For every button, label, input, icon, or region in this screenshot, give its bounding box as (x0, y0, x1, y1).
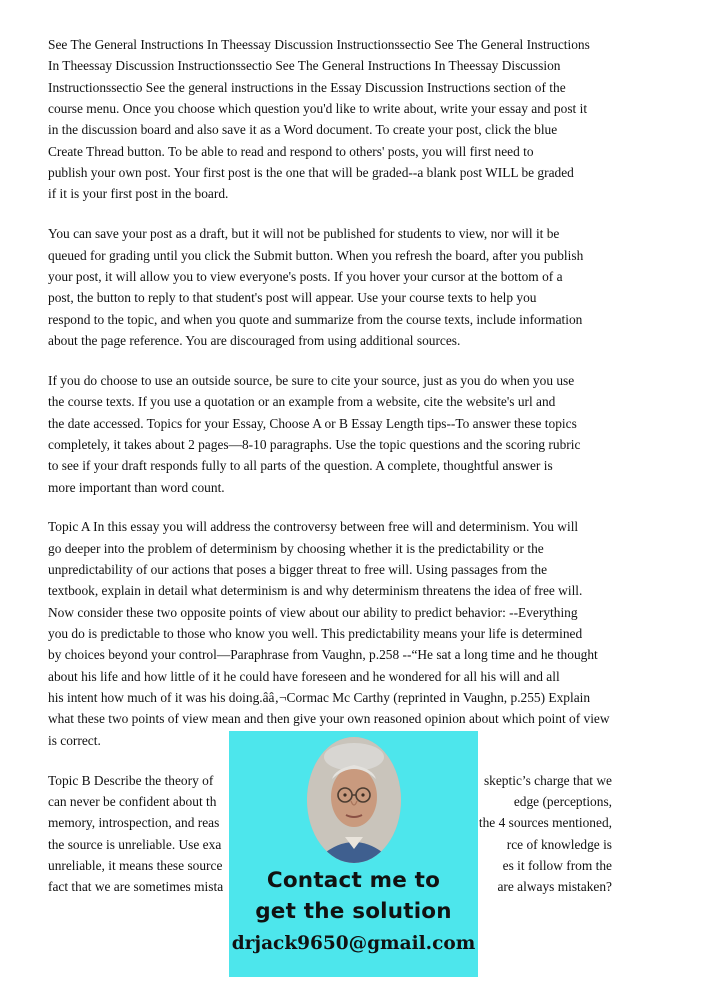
text-line: In Theessay Discussion Instructionssectio See The General Instructions In Theessay Discussion (48, 58, 561, 74)
text-line: the source is unreliable. Use exa (48, 836, 222, 852)
text-line: publish your own post. Your first post is the one that will be graded--a blank post WILL be graded (48, 165, 574, 181)
paragraph-drafts (48, 223, 660, 351)
text-line: If you do choose to use an outside source, be sure to cite your source, just as you do when you use (48, 372, 575, 388)
text-line: post, the button to reply to that student's post will appear. Use your course texts to help you (48, 290, 537, 306)
text-line: edge (perceptions, (513, 794, 612, 809)
ad-headline-line1: Contact me to (266, 868, 441, 893)
text-line: the date accessed. Topics for your Essay, Choose A or B Essay Length tips--To answer these topics (48, 415, 577, 431)
text-line: Topic A In this essay you will address the controversy between free will and determinism. You will (48, 519, 579, 535)
text-line: textbook, explain in detail what determinism is and why determinism threatens the idea of free will. (48, 583, 583, 599)
text-line: respond to the topic, and when you quote and summarize from the course texts, include information (48, 311, 583, 327)
text-line: the course texts. If you use a quotation or an example from a website, cite the website's url and (48, 394, 556, 410)
text-line: See The General Instructions In Theessay Discussion Instructionssectio See The General Instructions (48, 37, 590, 52)
text-line: more important than word count. (48, 479, 225, 495)
text-line: to see if your draft responds fully to all parts of the question. A complete, thoughtful answer is (48, 458, 553, 474)
text-line: your post, it will allow you to view everyone's posts. If you hover your cursor at the bottom of a (48, 268, 563, 284)
text-line: es it follow from the (502, 858, 612, 874)
text-line: are always mistaken? (497, 879, 612, 895)
text-line: course menu. Once you choose which question you'd like to write about, write your essay and post it (48, 101, 588, 117)
text-line: queued for grading until you click the Submit button. When you refresh the board, after you publish (48, 247, 584, 263)
text-line: skeptic’s charge that we (483, 772, 612, 788)
text-line: can never be confident about th (48, 794, 217, 809)
ad-headline-line2: get the solution (255, 899, 452, 924)
text-line: unreliable, it means these source (48, 858, 223, 874)
text-line: go deeper into the problem of determinism by choosing whether it is the predictability or the (48, 540, 544, 556)
man-portrait-photo (307, 737, 401, 863)
text-line: the 4 sources mentioned, (478, 815, 612, 831)
text-line: You can save your post as a draft, but it will not be published for students to view, nor will it be (48, 226, 560, 242)
paragraph-sources (48, 370, 660, 498)
ad-email-link[interactable]: drjack9650@gmail.com (231, 933, 476, 954)
text-line: rce of knowledge is (506, 836, 612, 852)
text-line: fact that we are sometimes mista (48, 879, 224, 895)
text-line: is correct. (48, 732, 101, 748)
text-line: what these two points of view mean and then give your own reasoned opinion about which point of view (48, 711, 610, 727)
text-line: about his life and how little of it he could have foreseen and he wondered for all his will and all (48, 668, 560, 684)
paragraph-topic-a (48, 516, 660, 751)
text-line: Instructionssectio See the general instructions in the Essay Discussion Instructions section of the (48, 79, 566, 95)
text-line: Now consider these two opposite points of view about our ability to predict behavior: --Everything (48, 604, 578, 620)
text-line: Create Thread button. To be able to read and respond to others' posts, you will first need to (48, 143, 534, 159)
text-line: about the page reference. You are discouraged from using additional sources. (48, 332, 461, 348)
text-line: by choices beyond your control—Paraphrase from Vaughn, p.258 --“He sat a long time and he thought (48, 647, 598, 663)
text-line: Topic B Describe the theory of (48, 772, 214, 788)
text-line: memory, introspection, and reas (48, 815, 220, 831)
text-line: his intent how much of it was his doing.ââ‚¬Cormac Mc Carthy (reprinted in Vaughn, p.255) Explain (48, 690, 591, 706)
text-line: unpredictability of our actions that poses a bigger threat to free will. Using passages from the (48, 562, 548, 578)
text-line: you do is predictable to those who know you well. This predictability means your life is determined (48, 626, 583, 642)
paragraph-general-instructions (48, 34, 660, 205)
text-line: if it is your first post in the board. (48, 186, 229, 202)
text-line: completely, it takes about 2 pages—8-10 paragraphs. Use the topic questions and the scoring rubric (48, 436, 581, 452)
text-line: in the discussion board and also save it as a Word document. To create your post, click the blue (48, 122, 558, 138)
contact-overlay-ad[interactable] (229, 731, 478, 977)
